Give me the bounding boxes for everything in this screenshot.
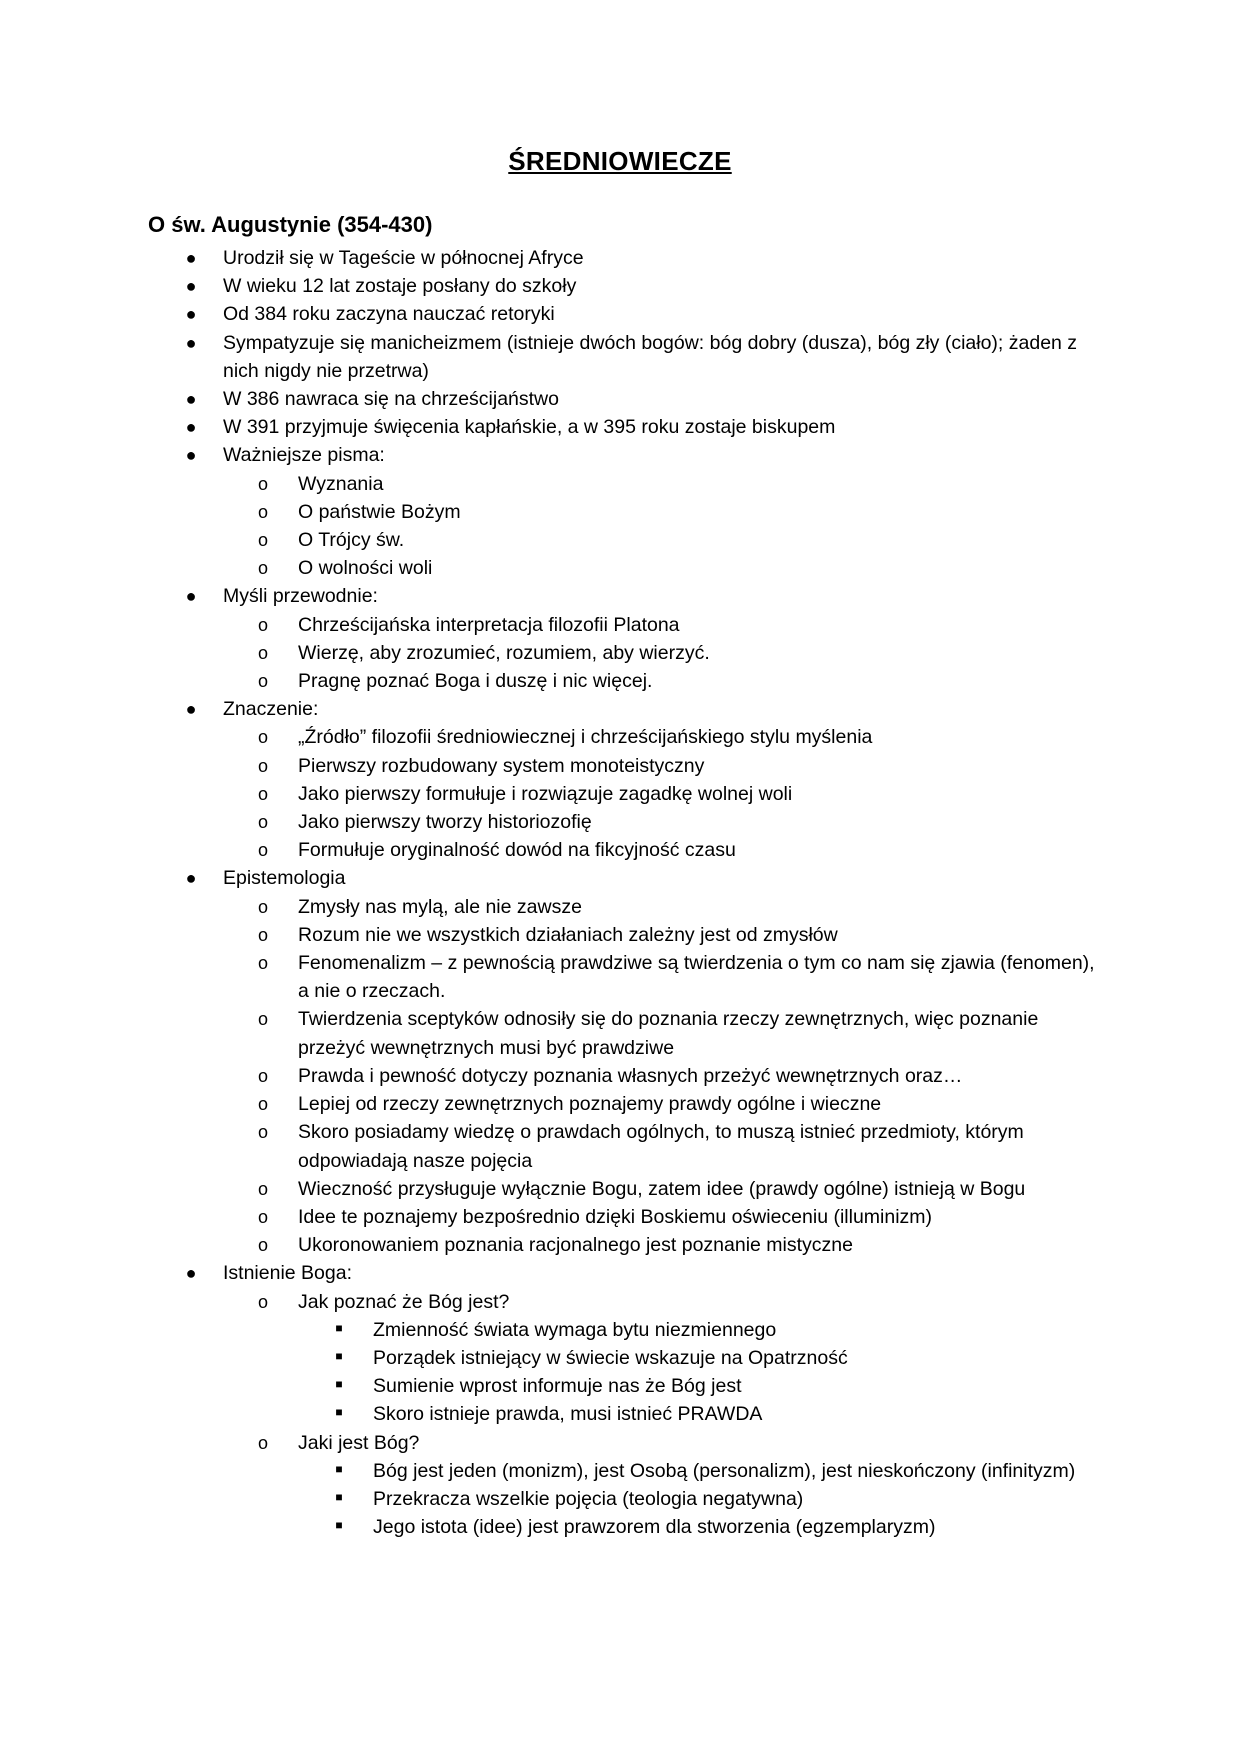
list-item-text: O Trójcy św.: [298, 529, 405, 552]
bullet-circle-icon: o: [257, 501, 268, 522]
bullet-circle-icon: o: [257, 1178, 268, 1199]
list-item-text: Pierwszy rozbudowany system monoteistyczny: [298, 754, 705, 777]
sub-sub-list-item: [298, 1485, 1240, 1513]
nested-list: [223, 723, 1240, 864]
bullet-disc-icon: ●: [185, 586, 197, 607]
list-item-text: „Źródło” filozofii średniowiecznej i chrześcijańskiego stylu myślenia: [298, 726, 873, 749]
sub-list-item: [223, 611, 1240, 639]
bullet-circle-icon: o: [257, 812, 268, 833]
bullet-square-icon: ■: [335, 1461, 343, 1476]
list-item: [0, 272, 1240, 300]
list-item: [0, 582, 1240, 695]
list-item: [0, 329, 1240, 385]
sub-list-item: [223, 723, 1240, 751]
list-item-text: Jako pierwszy formułuje i rozwiązuje zagadkę wolnej woli: [298, 782, 793, 805]
sub-list-item: [223, 498, 1240, 526]
sub-list-item: [223, 639, 1240, 667]
list-item: [0, 864, 1240, 1259]
list-item-text: W wieku 12 lat zostaje posłany do szkoły: [223, 275, 577, 298]
bullet-disc-icon: ●: [185, 445, 197, 466]
list-item-text: Wieczność przysługuje wyłącznie Bogu, zatem idee (prawdy ogólne) istnieją w Bogu: [298, 1177, 1026, 1200]
sub-list-item: [223, 1090, 1240, 1118]
list-item-text: Formułuje oryginalność dowód na fikcyjność czasu: [298, 839, 736, 862]
bullet-circle-icon: o: [257, 924, 268, 945]
list-item-text: Sumienie wprost informuje nas że Bóg jest: [373, 1375, 742, 1398]
sub-list-item: [223, 1118, 1240, 1174]
bullet-circle-icon: o: [257, 1235, 268, 1256]
list-item: [0, 441, 1240, 582]
sub-list-item: [223, 1203, 1240, 1231]
sub-list-item: [223, 893, 1240, 921]
bullet-circle-icon: o: [257, 671, 268, 692]
list-item-text: Przekracza wszelkie pojęcia (teologia negatywna): [373, 1487, 804, 1510]
sub-list-item: [223, 526, 1240, 554]
outline-list-container: [0, 244, 1240, 1541]
list-item-text: Znaczenie:: [223, 698, 319, 721]
sub-list-item: [223, 836, 1240, 864]
list-item-text: Urodził się w Tageście w północnej Afryce: [223, 247, 584, 269]
bullet-square-icon: ■: [335, 1518, 343, 1533]
bullet-circle-icon: o: [257, 755, 268, 776]
sub-list-item: [223, 1175, 1240, 1203]
list-item-text: Fenomenalizm – z pewnością prawdziwe są twierdzenia o tym co nam się zjawia (fenomen), a nie o rzeczach.: [298, 952, 1095, 1003]
sub-sub-list-item: [298, 1513, 1240, 1541]
sub-sub-list-item: [298, 1400, 1240, 1428]
nested-list: [298, 1457, 1240, 1542]
list-item-text: Skoro istnieje prawda, musi istnieć PRAWDA: [373, 1403, 763, 1426]
bullet-square-icon: ■: [335, 1320, 343, 1335]
list-item-text: W 391 przyjmuje święcenia kapłańskie, a w 395 roku zostaje biskupem: [223, 416, 836, 439]
bullet-circle-icon: o: [257, 1065, 268, 1086]
bullet-circle-icon: o: [257, 896, 268, 917]
list-item-text: Twierdzenia sceptyków odnosiły się do poznania rzeczy zewnętrznych, więc poznanie przeżyć wewnętrznych musi być prawdziwe: [298, 1008, 1039, 1059]
list-item-text: Lepiej od rzeczy zewnętrznych poznajemy prawdy ogólne i wieczne: [298, 1093, 882, 1116]
list-item-text: Ważniejsze pisma:: [223, 444, 385, 467]
list-item-text: Sympatyzuje się manicheizmem (istnieje dwóch bogów: bóg dobry (dusza), bóg zły (ciało); żaden z nich nigdy nie przetrwa): [223, 331, 1078, 382]
bullet-disc-icon: ●: [185, 868, 197, 889]
sub-list-item: [223, 1288, 1240, 1429]
sub-list-item: [223, 921, 1240, 949]
sub-sub-list-item: [298, 1316, 1240, 1344]
list-item-text: Od 384 roku zaczyna nauczać retoryki: [223, 303, 555, 326]
list-item-text: Ukoronowaniem poznania racjonalnego jest poznanie mistyczne: [298, 1234, 853, 1257]
list-item-text: Skoro posiadamy wiedzę o prawdach ogólnych, to muszą istnieć przedmioty, którym odpowiadają nasze pojęcia: [298, 1121, 1024, 1172]
list-item-text: Porządek istniejący w świecie wskazuje na Opatrzność: [373, 1346, 848, 1369]
bullet-disc-icon: ●: [185, 699, 197, 720]
bullet-disc-icon: ●: [185, 248, 197, 268]
bullet-circle-icon: o: [257, 1432, 268, 1453]
nested-list: [298, 1316, 1240, 1429]
bullet-circle-icon: o: [257, 558, 268, 579]
page-title: ŚREDNIOWIECZE: [508, 146, 732, 176]
list-item-text: Jako pierwszy tworzy historiozofię: [298, 811, 592, 834]
sub-list-item: [223, 554, 1240, 582]
list-item-text: O wolności woli: [298, 557, 433, 580]
list-item-text: Bóg jest jeden (monizm), jest Osobą (personalizm), jest nieskończony (infinityzm): [373, 1459, 1076, 1482]
bullet-circle-icon: o: [257, 473, 268, 494]
list-item-text: O państwie Bożym: [298, 500, 461, 523]
list-item-text: Pragnę poznać Boga i duszę i nic więcej.: [298, 670, 653, 693]
list-item: [0, 695, 1240, 864]
sub-list-item: [223, 1429, 1240, 1542]
list-item: [0, 1259, 1240, 1541]
bullet-circle-icon: o: [257, 614, 268, 635]
list-item-text: Epistemologia: [223, 867, 346, 890]
bullet-circle-icon: o: [257, 840, 268, 861]
sub-list-item: [223, 667, 1240, 695]
sub-list-item: [223, 470, 1240, 498]
list-item-text: Jego istota (idee) jest prawzorem dla stworzenia (egzemplaryzm): [373, 1516, 936, 1539]
bullet-circle-icon: o: [257, 953, 268, 974]
bullet-disc-icon: ●: [185, 304, 197, 325]
bullet-circle-icon: o: [257, 1291, 268, 1312]
list-item: [0, 300, 1240, 328]
bullet-disc-icon: ●: [185, 417, 197, 438]
nested-list: [223, 893, 1240, 1260]
sub-sub-list-item: [298, 1457, 1240, 1485]
bullet-circle-icon: o: [257, 1009, 268, 1030]
bullet-square-icon: ■: [335, 1489, 343, 1504]
nested-list: [223, 611, 1240, 696]
list-item-text: Myśli przewodnie:: [223, 585, 378, 608]
bullet-square-icon: ■: [335, 1377, 343, 1392]
sub-list-item: [223, 1062, 1240, 1090]
sub-list-item: [223, 808, 1240, 836]
section-heading: O św. Augustynie (354-430): [148, 212, 433, 237]
list-item: [0, 413, 1240, 441]
bullet-disc-icon: ●: [185, 389, 197, 410]
outline-list: [0, 244, 1240, 1541]
bullet-square-icon: ■: [335, 1405, 343, 1420]
list-item: [0, 244, 1240, 272]
sub-sub-list-item: [298, 1344, 1240, 1372]
list-item-text: W 386 nawraca się na chrześcijaństwo: [223, 388, 559, 411]
sub-list-item: [223, 949, 1240, 1005]
list-item-text: Zmienność świata wymaga bytu niezmiennego: [373, 1318, 777, 1341]
bullet-circle-icon: o: [257, 727, 268, 748]
list-item-text: Prawda i pewność dotyczy poznania własnych przeżyć wewnętrznych oraz…: [298, 1064, 963, 1087]
bullet-square-icon: ■: [335, 1348, 343, 1363]
bullet-disc-icon: ●: [185, 332, 197, 353]
bullet-circle-icon: o: [257, 530, 268, 551]
list-item-text: Rozum nie we wszystkich działaniach zależny jest od zmysłów: [298, 923, 838, 946]
bullet-disc-icon: ●: [185, 1263, 197, 1284]
bullet-disc-icon: ●: [185, 276, 197, 297]
list-item-text: Jak poznać że Bóg jest?: [298, 1290, 510, 1313]
sub-list-item: [223, 752, 1240, 780]
list-item-text: Jaki jest Bóg?: [298, 1431, 420, 1454]
sub-list-item: [223, 1231, 1240, 1259]
list-item: [0, 385, 1240, 413]
nested-list: [223, 470, 1240, 583]
list-item-text: Zmysły nas mylą, ale nie zawsze: [298, 895, 582, 918]
bullet-circle-icon: o: [257, 642, 268, 663]
sub-list-item: [223, 780, 1240, 808]
sub-list-item: [223, 1005, 1240, 1061]
nested-list: [223, 1288, 1240, 1542]
list-item-text: Idee te poznajemy bezpośrednio dzięki Boskiemu oświeceniu (illuminizm): [298, 1205, 933, 1228]
bullet-circle-icon: o: [257, 1122, 268, 1143]
list-item-text: Chrześcijańska interpretacja filozofii Platona: [298, 613, 680, 636]
list-item-text: Wierzę, aby zrozumieć, rozumiem, aby wierzyć.: [298, 641, 710, 664]
list-item-text: Wyznania: [298, 472, 384, 495]
bullet-circle-icon: o: [257, 783, 268, 804]
bullet-circle-icon: o: [257, 1206, 268, 1227]
bullet-circle-icon: o: [257, 1094, 268, 1115]
list-item-text: Istnienie Boga:: [223, 1262, 353, 1285]
sub-sub-list-item: [298, 1372, 1240, 1400]
